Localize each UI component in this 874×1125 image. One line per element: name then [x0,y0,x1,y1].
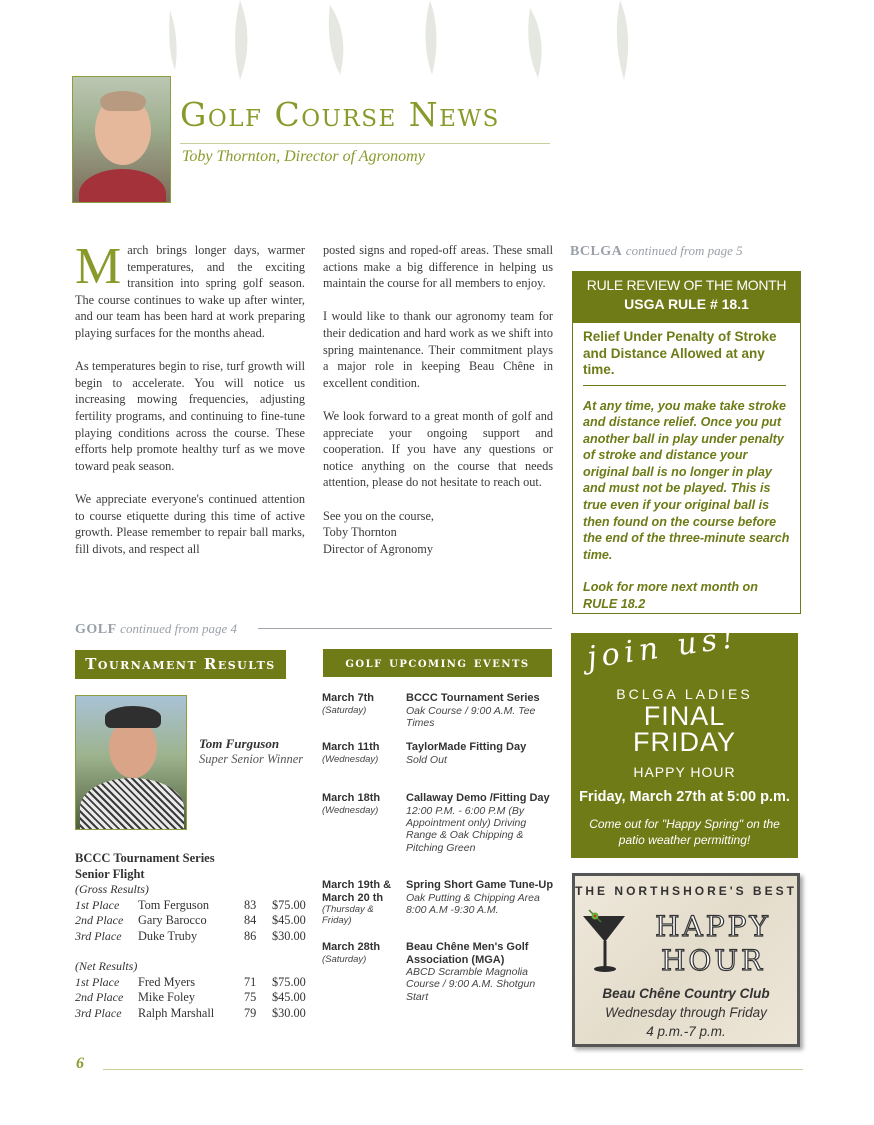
join-us-script: join us! [585,619,741,676]
event-title: Callaway Demo /Fitting Day [406,792,550,804]
footer-divider [103,1069,803,1070]
table-row: 3rd Place Duke Truby 86 $30.00 [75,928,306,943]
martini-glass-icon [581,908,627,974]
rule-number: USGA RULE # 18.1 [624,296,749,312]
signoff-line: Director of Agronomy [323,541,433,556]
article-paragraph-4: I would like to thank our agronomy team for their dedication and hard work as we shift into spring maintenance. Their commitment plays a major role in keeping Beau Chêne in excellent condition. [323,309,553,390]
signoff-line: Toby Thornton [323,525,397,540]
join-us-friday: FRIDAY [632,727,736,757]
join-us-org: BCLGA LADIES [616,686,753,702]
rule-review-body [573,323,800,613]
event-title: BCCC Tournament Series [406,692,540,704]
happy-hour-word-1: HAPPY [655,910,771,943]
article-paragraph-2: As temperatures begin to rise, turf growth will begin to accelerate. You will notice us increasing mowing frequencies, adjusting fertility programs, and continuing to fine-tune playing conditions across the course. These efforts help promote healthy turf as we move toward peak season. [75,359,305,473]
event-date: March 19th & March 20 th [322,879,392,904]
happy-hour-days: Wednesday through Friday [605,1005,767,1020]
table-row: 2nd Place Mike Foley 75 $45.00 [75,990,306,1004]
golf-label: GOLF [75,622,117,637]
event-date: March 28th [322,941,381,953]
event-description: Sold Out [406,753,447,766]
happy-hour-ad [572,873,800,1047]
event-day: (Saturday) [322,704,367,716]
event-title: Spring Short Game Tune-Up [406,879,554,891]
article-paragraph-1: arch brings longer days, warmer temperatures, and the exciting transition into spring golf season. The course continues to wake up after winter, and our team has been hard at work preparing playing surfaces for the months ahead. [75,243,305,340]
article-paragraph-3-continued: posted signs and roped-off areas. These small actions make a big difference in helping us maintain the course for all members to enjoy. [323,243,553,291]
gross-results-label: (Gross Results) [75,882,149,896]
rule-review-heading: RULE REVIEW OF THE MONTH [586,277,787,293]
author-byline: Toby Thornton, Director of Agronomy [182,148,425,165]
join-us-when: Friday, March 27th at 5:00 p.m. [579,789,790,805]
winner-title: Super Senior Winner [199,752,304,766]
event-day: (Thursday & Friday) [322,904,374,926]
event-title: TaylorMade Fitting Day [406,741,527,753]
net-results-label: (Net Results) [75,959,138,973]
join-us-final: FINAL [643,701,726,731]
event-day: (Wednesday) [322,804,379,816]
event-description: Oak Course / 9:00 A.M. Tee Times [406,704,536,729]
join-us-note: Come out for "Happy Spring" on the patio weather permitting! [589,817,780,847]
golf-continued-text: continued from page 4 [120,621,238,636]
winner-photo [75,695,187,830]
rule-review-box [572,271,801,614]
event-date: March 18th [322,792,381,804]
happy-hour-tagline: THE NORTHSHORE'S BEST [575,884,797,898]
rule-review-header [573,272,800,323]
article-paragraph-3: We appreciate everyone's continued attention to course etiquette during this time of active growth. Please remember to repair ball marks, fill divots, and respect all [75,491,305,556]
happy-hour-word-2: HOUR [660,944,766,977]
table-row: 2nd Place Gary Barocco 84 $45.00 [75,913,306,927]
drop-cap: M [75,238,122,295]
happy-hour-time: 4 p.m.-7 p.m. [646,1024,726,1039]
table-row: 1st Place Fred Myers 71 $75.00 [75,974,306,989]
golf-continued-divider [258,628,552,629]
join-us-ad [571,619,798,858]
decorative-foliage-watermark [150,0,710,95]
table-row: 3rd Place Ralph Marshall 79 $30.00 [75,1005,306,1020]
event-title: Beau Chêne Men's Golf Association (MGA) [406,941,529,966]
table-row: 1st Place Tom Ferguson 83 $75.00 [75,897,306,912]
author-photo [72,76,171,203]
event-description: 12:00 P.M. - 6:00 P.M (By Appointment only) Driving Range & Oak Chipping & Pitching Green [406,804,527,854]
tournament-results-heading: Tournament Results [75,650,286,679]
winner-name: Tom Furguson [199,736,280,751]
rule-title: Relief Under Penalty of Stroke and Distance Allowed at any time. [583,329,786,386]
event-description: ABCD Scramble Magnolia Course / 9:00 A.M. Shotgun Start [406,966,536,1003]
event-day: (Saturday) [322,953,367,965]
results-table [75,851,315,1021]
event-description: Oak Putting & Chipping Area 8:00 A.M -9:30 A.M. [406,891,540,916]
bclga-continued-label [570,243,743,260]
page-title: Golf Course News [180,95,500,134]
title-divider [180,143,550,144]
happy-hour-club: Beau Chêne Country Club [602,986,770,1001]
article-column-2 [323,242,553,574]
bclga-label: BCLGA [570,244,623,259]
upcoming-events-heading: golf upcoming events [323,649,552,677]
rule-more: Look for more next month on RULE 18.2 [583,580,758,612]
article-column-1 [75,238,305,574]
event-day: (Wednesday) [322,753,379,765]
event-date: March 7th [322,692,374,704]
results-flight: Senior Flight [75,866,145,881]
article-paragraph-5: We look forward to a great month of golf and appreciate your ongoing support and cooperation. If you have any questions or notice anything on the course that needs attention, please do not hesitate to reach out. [323,408,553,490]
rule-text: At any time, you make take stroke and distance relief. Once you put another ball in play under penalty of stroke and distance your original ball is no longer in play and must not be played. This is true even if your original ball is then found on the course before the end of the three-minute search time. [583,398,790,562]
article-signoff [323,508,553,558]
results-series: BCCC Tournament Series [75,851,215,865]
golf-continued-label [75,621,237,638]
join-us-happy-hour: HAPPY HOUR [633,764,736,780]
event-date: March 11th [322,741,380,753]
bclga-continued-text: continued from page 5 [625,243,743,258]
page-number: 6 [76,1055,84,1072]
signoff-line: See you on the course, [323,508,434,523]
